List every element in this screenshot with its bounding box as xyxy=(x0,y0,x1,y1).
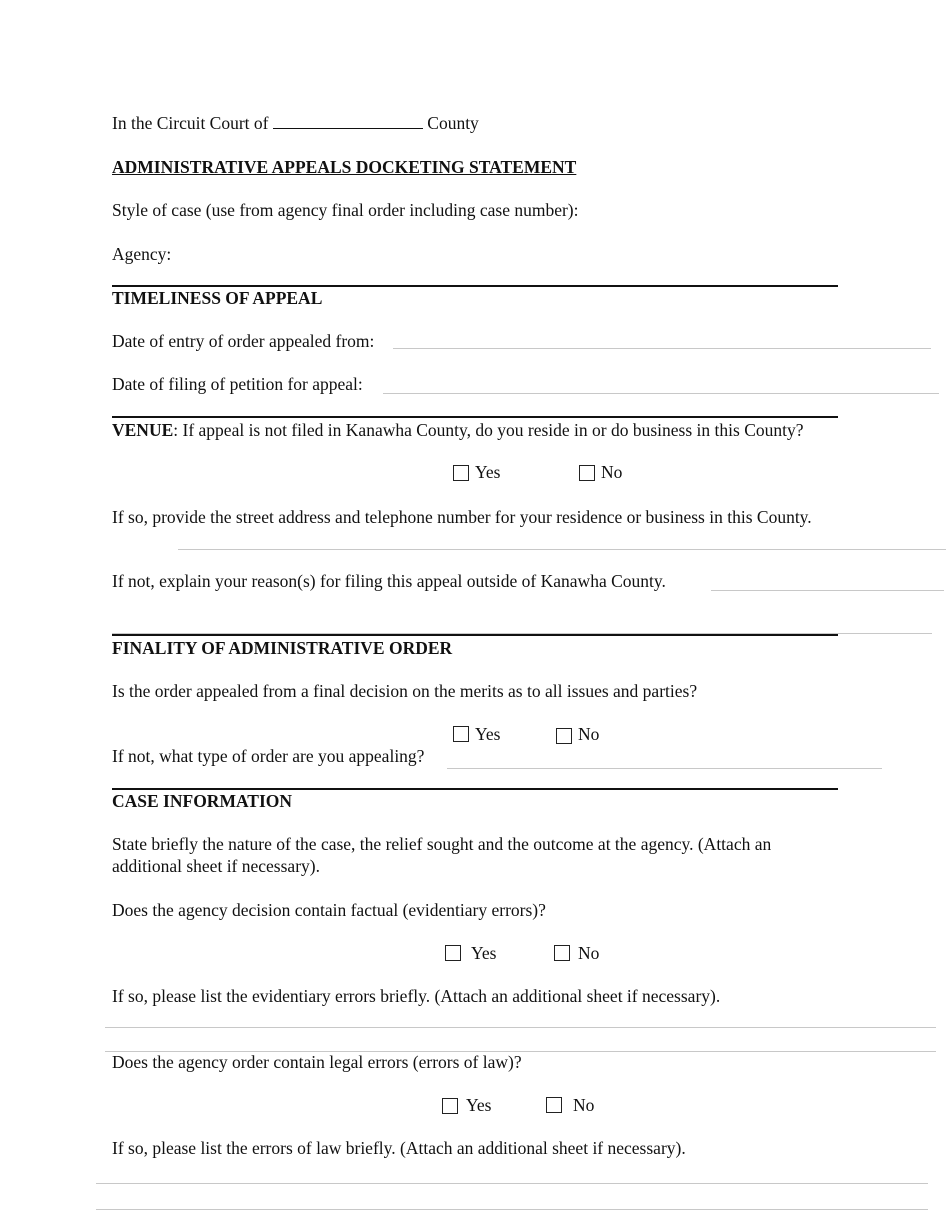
finality-question: Is the order appealed from a final decision on the merits as to all issues and parties? xyxy=(112,681,698,701)
venue-yes-label: Yes xyxy=(475,462,501,482)
date-entry-field[interactable] xyxy=(393,348,931,349)
section-divider xyxy=(112,416,838,418)
date-entry-label: Date of entry of order appealed from: xyxy=(112,331,375,351)
factual-errors-list-text: If so, please list the evidentiary errors briefly. (Attach an additional sheet if necessary). xyxy=(112,986,721,1006)
factual-no-checkbox[interactable] xyxy=(554,945,570,961)
venue-address-field[interactable] xyxy=(178,549,946,550)
venue-no-checkbox[interactable] xyxy=(579,465,595,481)
finality-no-checkbox[interactable] xyxy=(556,728,572,744)
form-title: ADMINISTRATIVE APPEALS DOCKETING STATEMENT xyxy=(112,157,577,177)
venue-if-not-text: If not, explain your reason(s) for filing this appeal outside of Kanawha County. xyxy=(112,571,666,591)
legal-yes-checkbox[interactable] xyxy=(442,1098,458,1114)
case-nature-text: State briefly the nature of the case, the relief sought and the outcome at the agency. (Attach an additional sheet if necessary). xyxy=(112,834,772,876)
factual-yes-label: Yes xyxy=(471,943,497,963)
factual-yes-checkbox[interactable] xyxy=(445,945,461,961)
legal-no-checkbox[interactable] xyxy=(546,1097,562,1113)
finality-no-label: No xyxy=(578,724,600,744)
court-prefix: In the Circuit Court of xyxy=(112,113,269,133)
date-filing-label: Date of filing of petition for appeal: xyxy=(112,374,363,394)
legal-errors-field[interactable] xyxy=(96,1183,928,1184)
order-type-field[interactable] xyxy=(447,768,882,769)
county-blank-field[interactable] xyxy=(273,114,423,129)
venue-reason-field[interactable] xyxy=(711,590,944,591)
legal-yes-label: Yes xyxy=(466,1095,492,1115)
legal-errors-question: Does the agency order contain legal errors (errors of law)? xyxy=(112,1052,522,1072)
court-line xyxy=(112,113,479,134)
style-of-case-label: Style of case (use from agency final order including case number): xyxy=(112,200,579,220)
section-divider xyxy=(112,634,838,636)
finality-yes-checkbox[interactable] xyxy=(453,726,469,742)
case-info-heading: CASE INFORMATION xyxy=(112,791,293,811)
factual-no-label: No xyxy=(578,943,600,963)
legal-errors-field-line-2[interactable] xyxy=(96,1209,928,1210)
venue-no-label: No xyxy=(601,462,623,482)
factual-errors-question: Does the agency decision contain factual (evidentiary errors)? xyxy=(112,900,546,920)
venue-heading: VENUE xyxy=(112,420,174,440)
finality-heading: FINALITY OF ADMINISTRATIVE ORDER xyxy=(112,638,453,658)
venue-yes-checkbox[interactable] xyxy=(453,465,469,481)
venue-if-so-text: If so, provide the street address and telephone number for your residence or business in this County. xyxy=(112,507,812,527)
finality-if-not-text: If not, what type of order are you appealing? xyxy=(112,746,425,766)
date-filing-field[interactable] xyxy=(383,393,939,394)
timeliness-heading: TIMELINESS OF APPEAL xyxy=(112,288,323,308)
section-divider xyxy=(112,285,838,287)
finality-yes-label: Yes xyxy=(475,724,501,744)
legal-no-label: No xyxy=(573,1095,595,1115)
section-divider xyxy=(112,788,838,790)
venue-question xyxy=(112,419,842,441)
legal-errors-list-text: If so, please list the errors of law briefly. (Attach an additional sheet if necessary). xyxy=(112,1138,686,1158)
venue-question-text: : If appeal is not filed in Kanawha County, do you reside in or do business in this County? xyxy=(173,420,804,440)
factual-errors-field[interactable] xyxy=(105,1027,936,1028)
court-suffix: County xyxy=(427,113,479,133)
agency-label: Agency: xyxy=(112,244,172,264)
